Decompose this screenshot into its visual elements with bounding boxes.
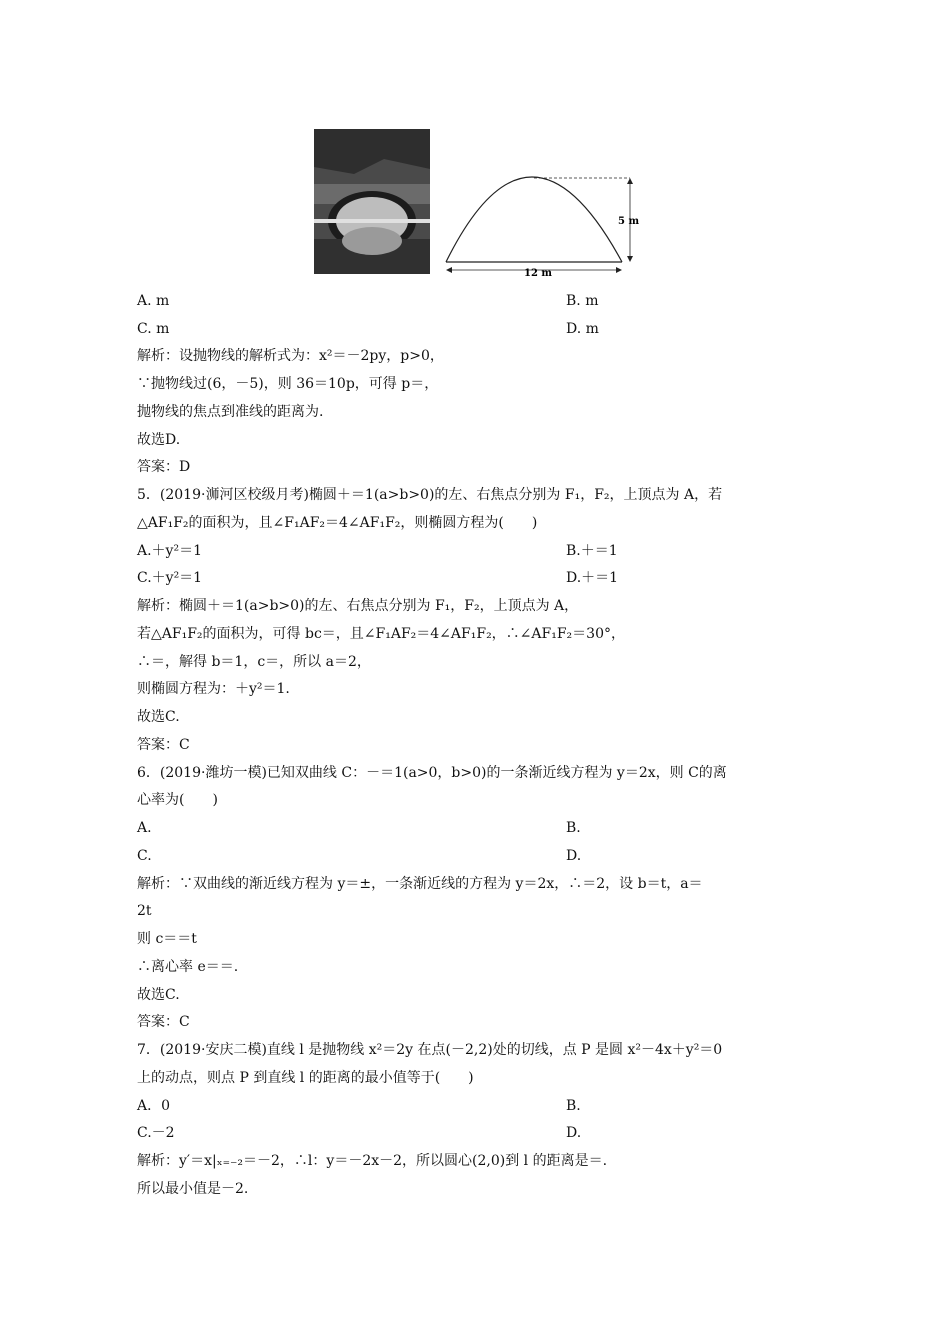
q7-option-c: C.－2 — [137, 1125, 175, 1141]
q6-answer: 答案：C — [137, 1014, 190, 1030]
q6-stem: 6．(2019·潍坊一模)已知双曲线 C：－＝1(a>0，b>0)的一条渐近线方程为 y＝2x，则 C的离 — [137, 765, 727, 781]
q4-solution-line: ∵抛物线过(6，－5)，则 36＝10p，可得 p＝， — [137, 376, 439, 392]
q6-choice: 故选C. — [137, 987, 180, 1003]
q5-solution-line: ∴＝，解得 b＝1，c＝，所以 a＝2， — [137, 654, 371, 670]
bridge-photo-art — [314, 129, 430, 274]
q5-solution-line: 则椭圆方程为：＋y²＝1. — [137, 681, 290, 697]
q5-choice: 故选C. — [137, 709, 180, 725]
q5-option-c: C.＋y²＝1 — [137, 570, 203, 586]
q7-stem: 上的动点，则点 P 到直线 l 的距离的最小值等于( ) — [137, 1070, 474, 1086]
q7-solution-line: 解析：y′＝x|ₓ₌₋₂＝－2，∴l：y＝－2x－2，所以圆心(2,0)到 l 的距离是＝. — [137, 1153, 608, 1169]
q6-option-a: A. — [137, 820, 152, 836]
bridge-photo — [314, 129, 430, 274]
q5-option-a: A.＋y²＝1 — [137, 543, 202, 559]
q5-stem: 5．(2019·浉河区校级月考)椭圆＋＝1(a>b>0)的左、右焦点分别为 F₁，F₂，上顶点为 A，若 — [137, 487, 723, 503]
q6-stem: 心率为( ) — [137, 792, 218, 808]
q6-option-d: D. — [566, 848, 582, 864]
q6-solution-line: 解析：∵双曲线的渐近线方程为 y＝±，一条渐近线的方程为 y＝2x，∴＝2，设 b＝t，a＝ — [137, 876, 703, 892]
q7-solution-line: 所以最小值是－2. — [137, 1181, 249, 1197]
parabola-curve — [446, 177, 622, 262]
q5-answer: 答案：C — [137, 737, 190, 753]
q4-option-d: D. m — [566, 321, 599, 337]
q6-option-c: C. — [137, 848, 152, 864]
q6-option-b: B. — [566, 820, 581, 836]
q5-option-b: B.＋＝1 — [566, 543, 618, 559]
q4-choice: 故选D. — [137, 432, 181, 448]
height-label: 5 m — [618, 216, 640, 227]
q4-option-c: C. m — [137, 321, 170, 337]
q6-solution-line: 则 c＝＝t — [137, 931, 197, 947]
q5-stem: △AF₁F₂的面积为，且∠F₁AF₂＝4∠AF₁F₂，则椭圆方程为( ) — [137, 515, 538, 531]
q5-solution-line: 若△AF₁F₂的面积为，可得 bc＝，且∠F₁AF₂＝4∠AF₁F₂，∴∠AF₁F₂＝30°， — [137, 626, 625, 642]
q4-option-a: A. m — [137, 293, 170, 309]
q5-solution-line: 解析：椭圆＋＝1(a>b>0)的左、右焦点分别为 F₁，F₂，上顶点为 A， — [137, 598, 579, 614]
q4-solution-line: 抛物线的焦点到准线的距离为. — [137, 404, 324, 420]
height-arrow-top — [627, 178, 633, 184]
parabola-diagram — [440, 172, 640, 278]
q4-solution-line: 解析：设抛物线的解析式为：x²＝－2py，p>0， — [137, 348, 444, 364]
q7-option-d: D. — [566, 1125, 582, 1141]
q6-solution-line: 2t — [137, 903, 152, 919]
height-arrow-bottom — [627, 256, 633, 262]
width-arrow-left — [446, 267, 452, 273]
q7-stem: 7．(2019·安庆二模)直线 l 是抛物线 x²＝2y 在点(－2,2)处的切线，点 P 是圆 x²－4x＋y²＝0 — [137, 1042, 723, 1058]
q7-option-a: A．0 — [137, 1098, 171, 1114]
q5-option-d: D.＋＝1 — [566, 570, 619, 586]
q6-solution-line: ∴离心率 e＝＝. — [137, 959, 239, 975]
q7-option-b: B. — [566, 1098, 581, 1114]
q4-answer: 答案：D — [137, 459, 191, 475]
width-arrow-right — [616, 267, 622, 273]
width-label: 12 m — [524, 268, 552, 278]
parabola-svg — [440, 172, 640, 278]
q4-option-b: B. m — [566, 293, 599, 309]
